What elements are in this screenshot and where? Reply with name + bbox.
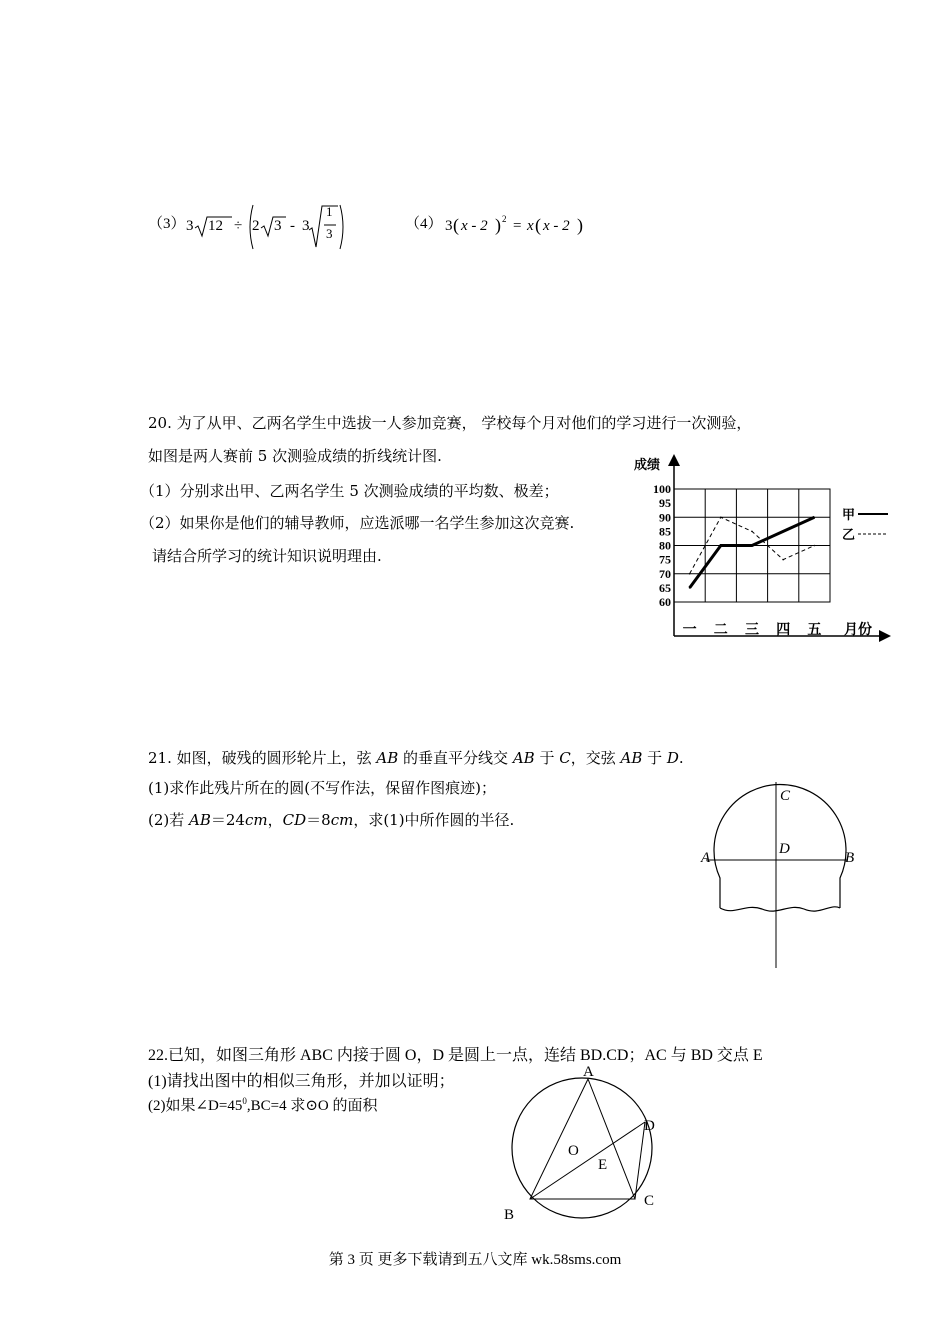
q19-p4-lhs-inner: x - 2 bbox=[461, 218, 488, 234]
chart-y-tick-label: 85 bbox=[659, 524, 671, 539]
q21-line3 bbox=[148, 809, 514, 830]
q22-circle-figure bbox=[498, 1062, 668, 1222]
q21-l1-D: D bbox=[666, 749, 679, 767]
q19-p4-lparen1: ( bbox=[453, 215, 459, 235]
q21-l1-e: 于 bbox=[642, 749, 667, 767]
chart-x-tick-label: 三 bbox=[745, 623, 759, 638]
q19-p3-div: ÷ bbox=[234, 218, 243, 234]
q22-line2: (1)请找出图中的相似三角形，并加以证明； bbox=[148, 1073, 455, 1090]
chart-point-甲 bbox=[689, 587, 691, 589]
q19-p3-frac-den: 3 bbox=[326, 226, 333, 241]
chart-x-tick-label: 四 bbox=[776, 623, 791, 638]
q22-line3 bbox=[148, 1094, 377, 1115]
q20-line3: （1）分别求出甲、乙两名学生 5 次测验成绩的平均数、极差； bbox=[140, 482, 559, 500]
q19-p3-coef1: 3 bbox=[186, 218, 194, 234]
chart-point-甲 bbox=[782, 531, 784, 533]
q21-l3-c: ， bbox=[267, 811, 283, 829]
q19-p4-label: （4） bbox=[405, 216, 443, 232]
chart-y-tick-label: 90 bbox=[659, 510, 671, 525]
q21-line1 bbox=[148, 747, 684, 768]
q22-l3-a: (2)如果∠D=45 bbox=[148, 1098, 243, 1114]
chart-y-tick-label: 80 bbox=[659, 538, 671, 553]
q21-l1-b: 的垂直平分线交 bbox=[398, 749, 513, 767]
q19-p4-eq: = bbox=[513, 218, 522, 234]
q21-l3-e: ，求(1)中所作圆的半径. bbox=[353, 811, 515, 829]
q19-p4-exp: 2 bbox=[502, 214, 507, 224]
q21-l1-C: C bbox=[559, 749, 571, 767]
q22-label-b: B bbox=[504, 1207, 515, 1222]
q21-l3-d: ＝8 bbox=[306, 811, 331, 829]
chart-point-甲 bbox=[751, 545, 753, 547]
chart-point-乙 bbox=[720, 516, 722, 518]
q19-p3-radical3 bbox=[308, 204, 340, 250]
q21-label-d: D bbox=[779, 841, 790, 857]
chart-y-tick-label: 100 bbox=[653, 482, 671, 496]
q21-l1-a: 21. 如图，破残的圆形轮片上，弦 bbox=[148, 749, 377, 767]
q19-p4-rhs-x: x bbox=[527, 218, 534, 234]
q21-l1-ab1: AB bbox=[376, 749, 399, 767]
q19-p3-label: （3） bbox=[148, 216, 186, 232]
q22-label-a: A bbox=[583, 1064, 594, 1080]
chart-series-line-甲 bbox=[690, 517, 815, 588]
q21-l3-b: ＝24 bbox=[210, 811, 245, 829]
chart-point-乙 bbox=[751, 531, 753, 533]
chart-x-tick-label: 一 bbox=[682, 623, 697, 638]
q21-l3-a: (2)若 bbox=[148, 811, 190, 829]
chart-point-甲 bbox=[720, 545, 722, 547]
q19-p4-rparen2: ) bbox=[577, 215, 583, 235]
q19-p3-coef3: 3 bbox=[302, 218, 310, 234]
q21-l3-cm1: cm bbox=[244, 811, 268, 829]
q19-p4-lparen2: ( bbox=[535, 215, 541, 235]
q22-label-c: C bbox=[644, 1193, 655, 1209]
q19-p3-rad1: 12 bbox=[208, 218, 223, 234]
q20-line4: （2）如果你是他们的辅导教师，应选派哪一名学生参加这次竞赛. bbox=[140, 514, 575, 532]
chart-y-axis-title: 成绩 bbox=[634, 457, 661, 472]
q22-line1: 22.已知，如图三角形 ABC 内接于圆 O，D 是圆上一点，连结 BD.CD；AC 与 BD 交点 E bbox=[148, 1047, 763, 1064]
q19-p4-rparen1: ) bbox=[495, 215, 501, 235]
q21-l1-ab3: AB bbox=[620, 749, 643, 767]
q21-l3-cd: CD bbox=[282, 811, 307, 829]
q22-segment-bd bbox=[530, 1122, 645, 1199]
q21-l3-cm2: cm bbox=[330, 811, 354, 829]
chart-y-tick-label: 70 bbox=[659, 566, 671, 581]
q22-l3-b: ,BC=4 求⊙O 的面积 bbox=[246, 1098, 378, 1114]
chart-point-乙 bbox=[814, 545, 816, 547]
chart-x-tick-label: 二 bbox=[713, 623, 728, 638]
page-footer: 第 3 页 更多下载请到五八文库 wk.58sms.com bbox=[328, 1252, 622, 1268]
q21-line2: (1)求作此残片所在的圆(不写作法，保留作图痕迹)； bbox=[148, 779, 496, 797]
q20-line5: 请结合所学习的统计知识说明理由. bbox=[152, 547, 382, 565]
q21-broken-edge bbox=[720, 907, 840, 911]
chart-y-tick-label: 75 bbox=[659, 552, 671, 567]
q21-broken-wheel-figure bbox=[690, 778, 875, 973]
q20-line-chart bbox=[630, 452, 895, 648]
q21-label-c: C bbox=[780, 788, 791, 804]
q21-label-a: A bbox=[701, 850, 711, 866]
chart-legend-label: 乙 bbox=[842, 527, 856, 542]
chart-point-甲 bbox=[814, 516, 816, 518]
q19-p3-frac-num: 1 bbox=[326, 204, 333, 219]
chart-y-tick-label: 95 bbox=[659, 496, 671, 511]
q19-p3-minus: - bbox=[290, 218, 295, 234]
q22-l3-sup: 0 bbox=[242, 1096, 247, 1106]
q21-label-b: B bbox=[845, 850, 855, 866]
q19-p3-rad2: 3 bbox=[274, 218, 282, 234]
q19-p4-lhs-coef: 3 bbox=[445, 218, 453, 234]
q21-l1-d: ，交弦 bbox=[570, 749, 621, 767]
q19-p3-bracket-right bbox=[338, 204, 348, 250]
q20-line1: 20. 为了从甲、乙两名学生中选拔一人参加竞赛， 学校每个月对他们的学习进行一次测验， bbox=[148, 414, 752, 432]
q21-l3-ab: AB bbox=[189, 811, 211, 829]
q22-label-d: D bbox=[644, 1118, 655, 1134]
q21-l1-f: . bbox=[678, 749, 684, 767]
q19-p3-coef2: 2 bbox=[252, 218, 260, 234]
q21-l1-ab2: AB bbox=[512, 749, 535, 767]
chart-x-tick-label: 五 bbox=[807, 623, 822, 638]
q22-label-e: E bbox=[598, 1157, 608, 1173]
q22-label-o: O bbox=[568, 1143, 579, 1159]
q20-line2: 如图是两人赛前 5 次测验成绩的折线统计图. bbox=[148, 447, 442, 465]
chart-y-tick-label: 65 bbox=[659, 580, 671, 595]
chart-y-tick-label: 60 bbox=[659, 595, 671, 609]
chart-legend-label: 甲 bbox=[842, 507, 856, 522]
chart-x-axis-title: 月份 bbox=[844, 623, 872, 638]
chart-point-乙 bbox=[782, 559, 784, 561]
q21-l1-c: 于 bbox=[534, 749, 560, 767]
q19-p4-rhs-inner: x - 2 bbox=[543, 218, 570, 234]
chart-point-乙 bbox=[689, 573, 691, 575]
